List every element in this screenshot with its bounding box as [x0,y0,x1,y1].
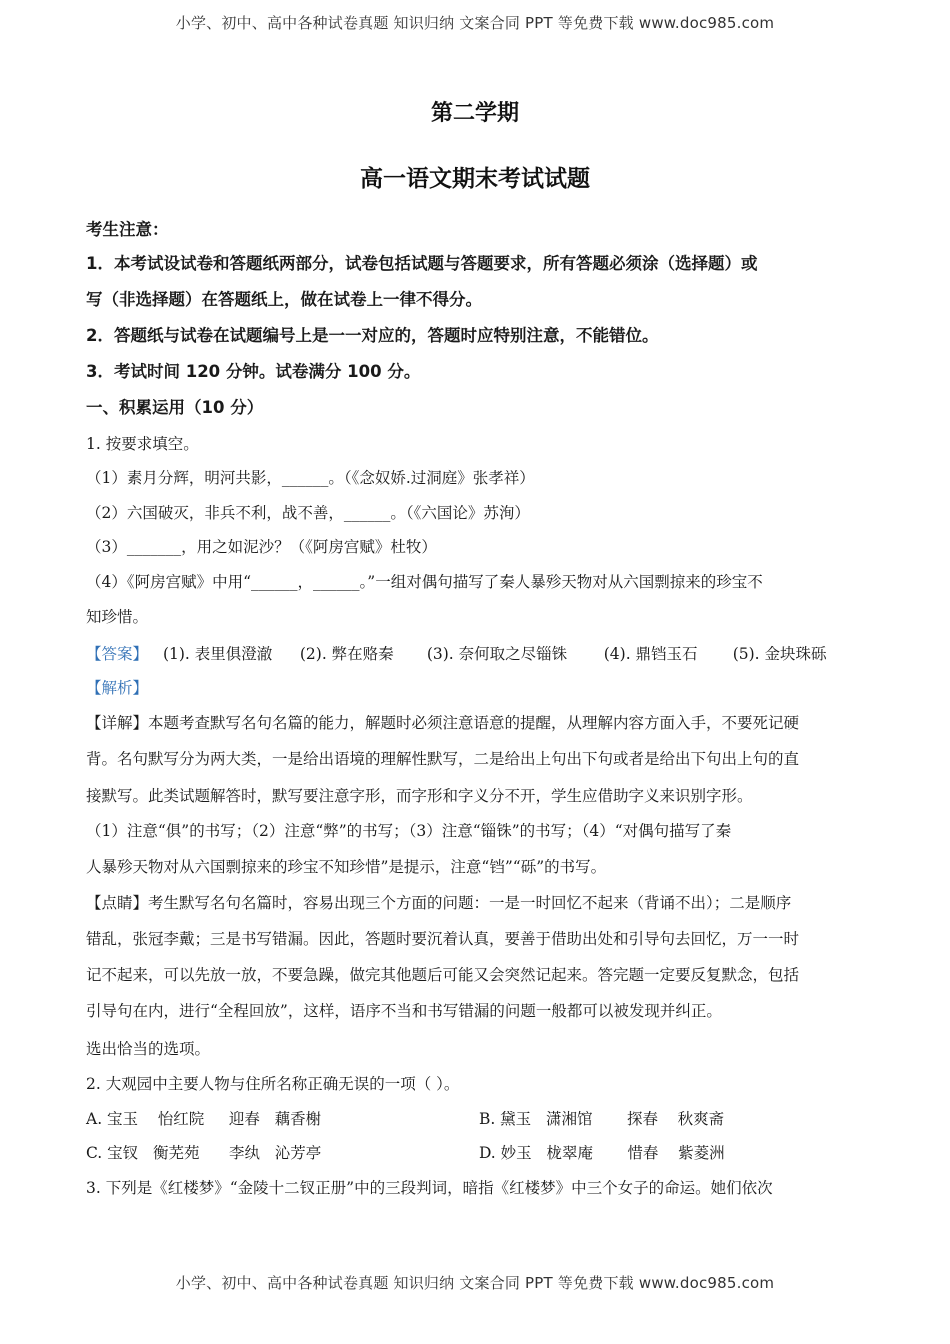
section-heading: 一、积累运用（10 分） [86,398,264,417]
notice-line: 2．答题纸与试卷在试题编号上是一一对应的，答题时应特别注意，不能错位。 [86,326,659,345]
notice-line: 3．考试时间 120 分钟。试卷满分 100 分。 [86,362,421,381]
instruction: 选出恰当的选项。 [86,1040,211,1058]
option-row [86,1142,866,1164]
page-header: 小学、初中、高中各种试卷真题 知识归纳 文案合同 PPT 等免费下载 www.doc985.com [175,14,775,32]
fill-item: 知珍惜。 [86,608,149,626]
analysis-line: 背。名句默写分为两大类，一是给出语境的理解性默写，二是给出上句出下句或者是给出下句出上句的直 [86,750,800,768]
option-b: B. 黛玉 潇湘馆 探春 秋爽斋 [478,1110,725,1128]
analysis-line: 【详解】本题考查默写名句名篇的能力，解题时必须注意语意的提醒，从理解内容方面入手，不要死记硬 [86,714,800,732]
answer-row [86,643,866,665]
analysis-line: 错乱，张冠李戴；三是书写错漏。因此，答题时要沉着认真，要善于借助出处和引导句去回忆，万一一时 [86,930,800,948]
exam-title: 高一语文期末考试试题 [360,166,590,192]
fill-item: （2）六国破灭，非兵不利，战不善，______。（《六国论》苏洵） [86,504,530,522]
analysis-line: （1）注意“俱”的书写；（2）注意“弊”的书写；（3）注意“锱铢”的书写；（4）“对偶句描写了秦 [86,822,732,840]
analysis-label: 【解析】 [86,679,149,697]
option-a: A. 宝玉 怡红院 迎春 藕香榭 [86,1110,322,1128]
analysis-line: 记不起来，可以先放一放，不要急躁，做完其他题后可能又会突然记起来。答完题一定要反复默念，包括 [86,966,800,984]
question-stem: 3. 下列是《红楼梦》“金陵十二钗正册”中的三段判词，暗指《红楼梦》中三个女子的命运。她们依次 [86,1179,773,1197]
answer-item: (1). 表里俱澄澈 [162,645,273,663]
analysis-line: 【点睛】考生默写名句名篇时，容易出现三个方面的问题：一是一时回忆不起来（背诵不出）；二是顺序 [86,894,792,912]
analysis-line: 接默写。此类试题解答时，默写要注意字形，而字形和字义分不开，学生应借助字义来识别字形。 [86,787,753,805]
option-d: D. 妙玉 栊翠庵 惜春 紫菱洲 [478,1144,725,1162]
answer-item: (5). 金块珠砾 [732,645,827,663]
fill-item: （4）《阿房宫赋》中用“______，______。”一组对偶句描写了秦人暴殄天物对从六国剽掠来的珍宝不 [86,573,763,591]
option-row [86,1108,866,1130]
question-stem: 1. 按要求填空。 [86,435,199,453]
fill-item: （3）_______，用之如泥沙？（《阿房宫赋》杜牧） [86,538,437,556]
notice-line: 写（非选择题）在答题纸上，做在试卷上一律不得分。 [86,290,482,309]
answer-item: (2). 弊在赂秦 [299,645,394,663]
notice-heading: 考生注意： [86,220,169,239]
notice-line: 1．本考试设试卷和答题纸两部分，试卷包括试题与答题要求，所有答题必须涂（选择题）或 [86,254,758,273]
analysis-line: 人暴殄天物对从六国剽掠来的珍宝不知珍惜”是提示，注意“铛”“砾”的书写。 [86,858,607,876]
page-footer: 小学、初中、高中各种试卷真题 知识归纳 文案合同 PPT 等免费下载 www.doc985.com [175,1274,775,1292]
answer-item: (3). 奈何取之尽锱铢 [426,645,568,663]
answer-item: (4). 鼎铛玉石 [603,645,698,663]
option-c: C. 宝钗 衡芜苑 李纨 沁芳亭 [86,1144,322,1162]
question-stem: 2. 大观园中主要人物与住所名称正确无误的一项（ ）。 [86,1075,460,1093]
exam-term-title: 第二学期 [430,101,519,126]
fill-item: （1）素月分辉，明河共影，______。（《念奴娇.过洞庭》张孝祥） [86,469,535,487]
analysis-line: 引导句在内，进行“全程回放”，这样，语序不当和书写错漏的问题一般都可以被发现并纠正。 [86,1002,722,1020]
answer-label: 【答案】 [86,645,149,663]
